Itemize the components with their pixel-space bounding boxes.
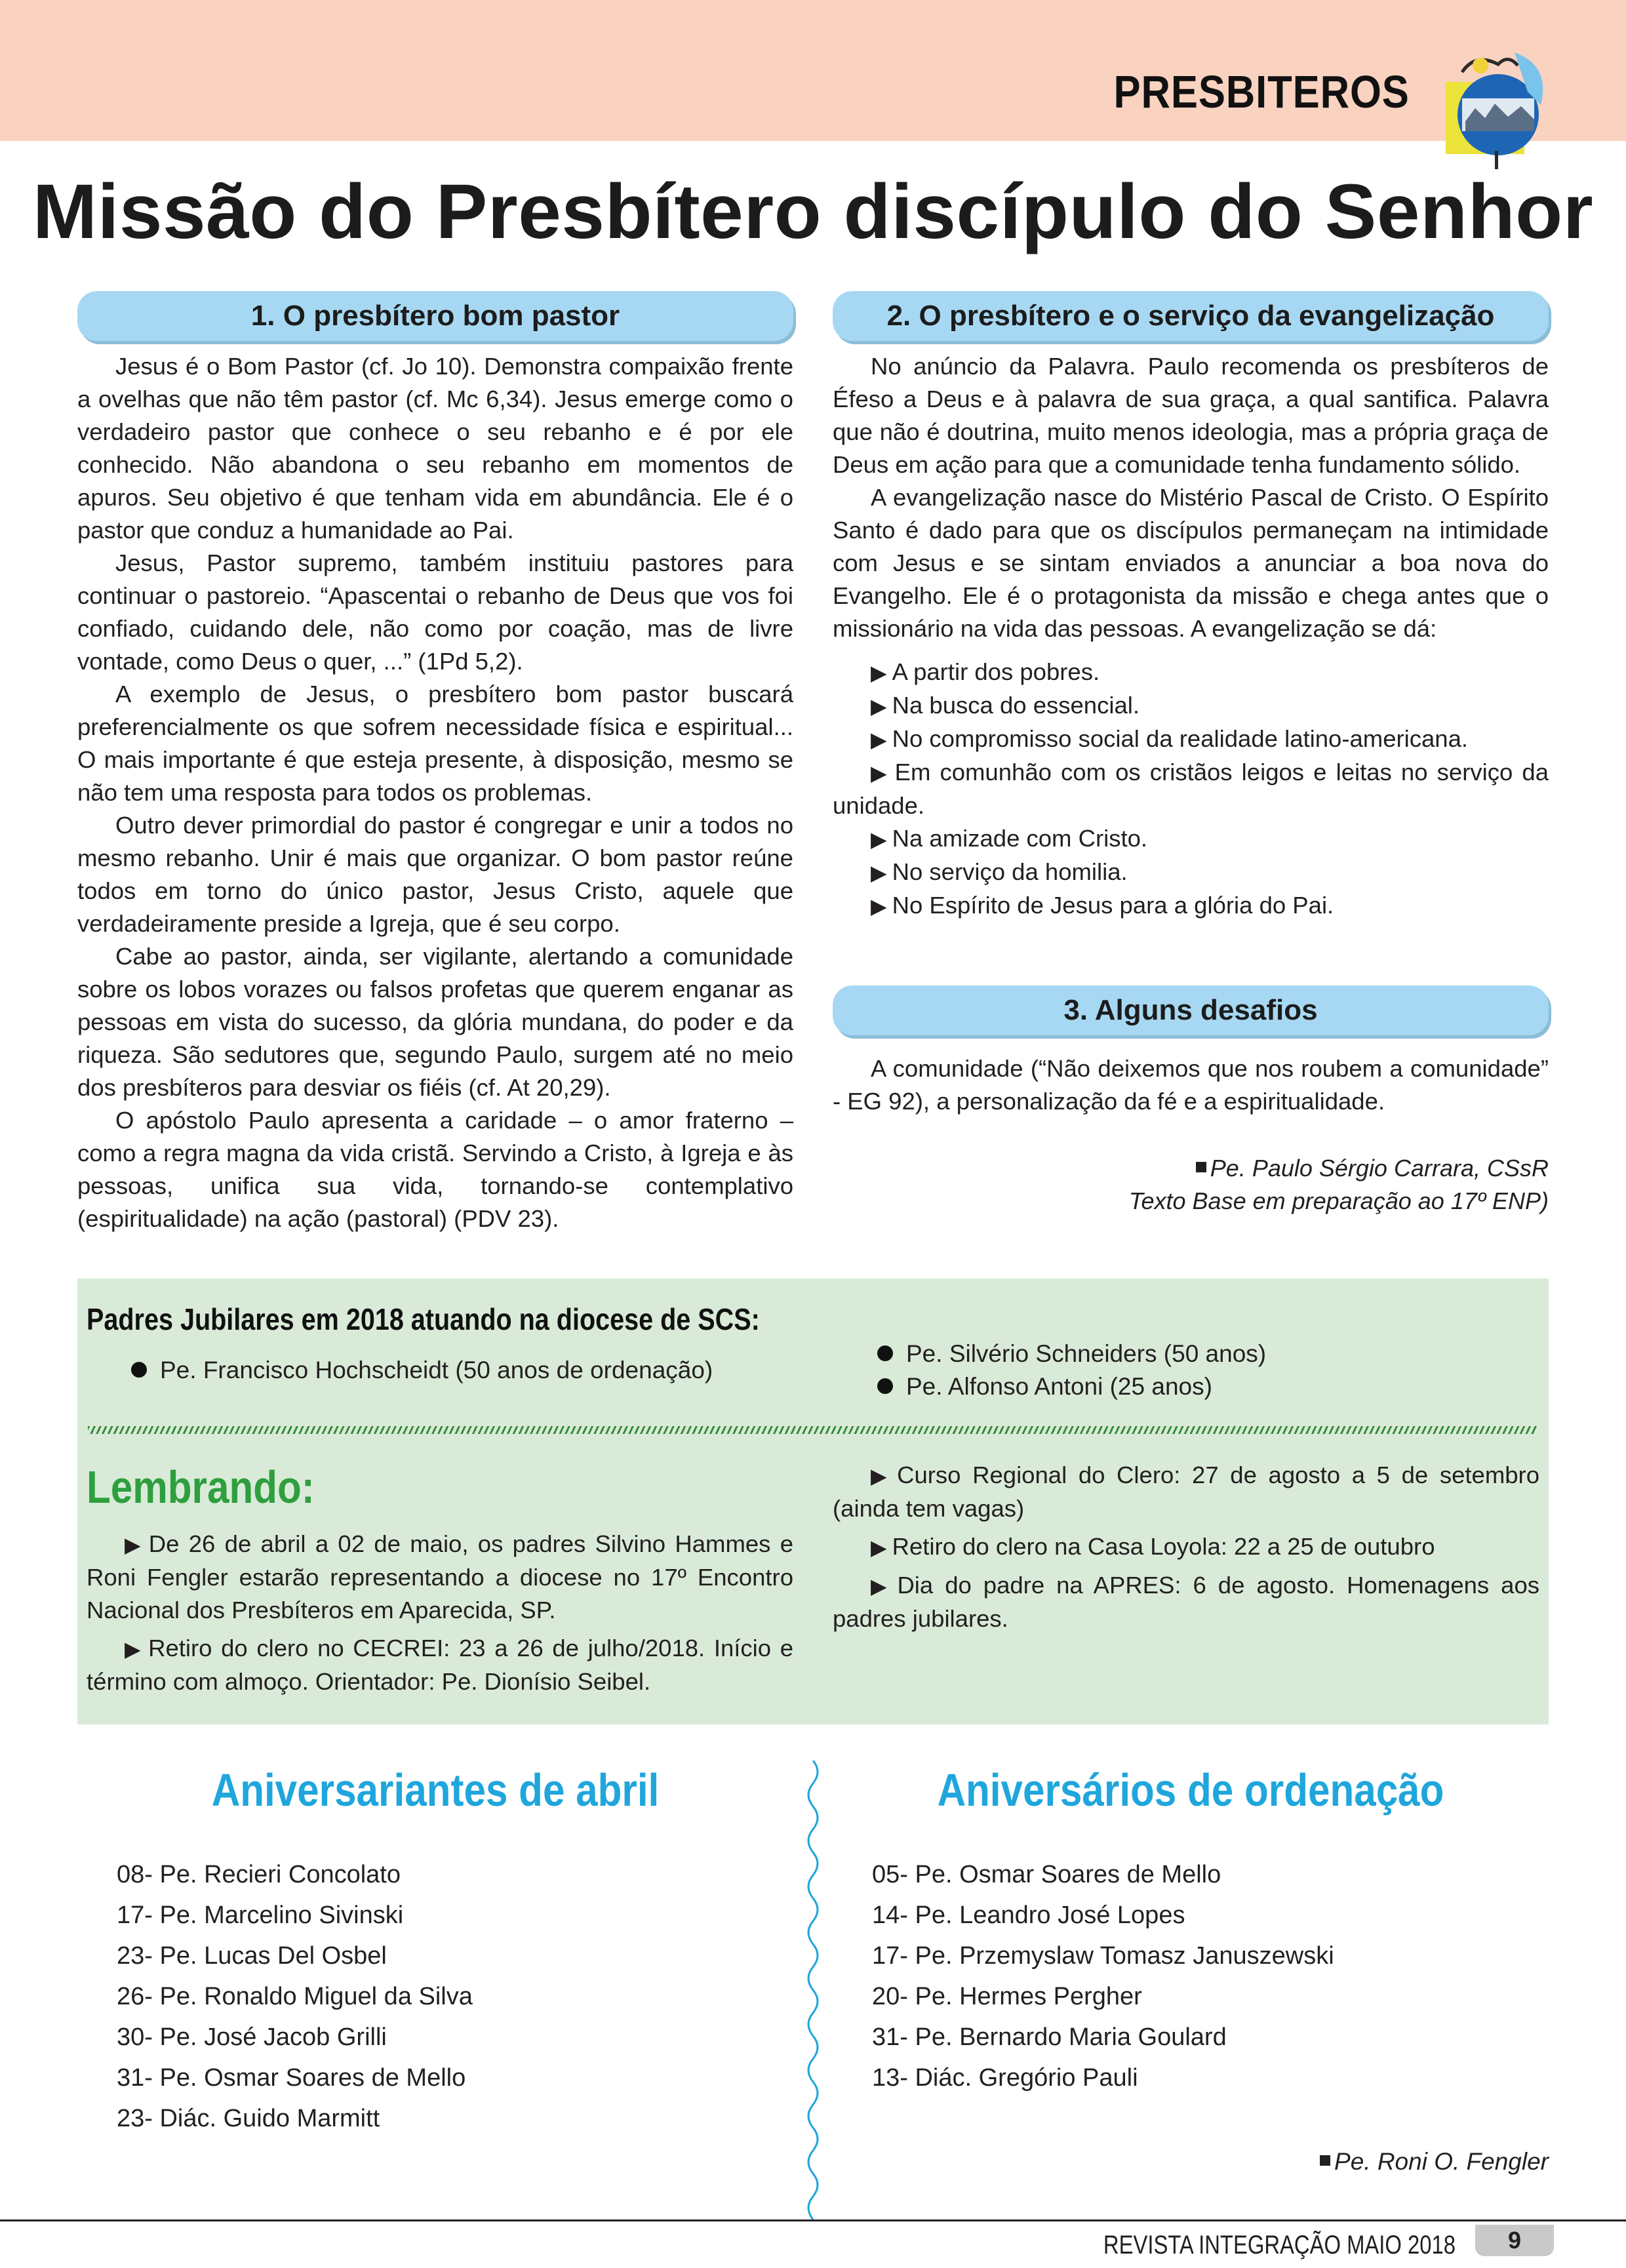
paragraph: A comunidade (“Não deixemos que nos roubem a comunidade” - EG 92), a personalização da fé e a espiritualidade. bbox=[833, 1055, 1549, 1115]
section-heading-desafios: 3. Alguns desafios bbox=[833, 985, 1549, 1035]
list-item: 26- Pe. Ronaldo Miguel da Silva bbox=[117, 1983, 473, 2010]
paragraph: No anúncio da Palavra. Paulo recomenda os presbíteros de Éfeso a Deus e à palavra de sua graça, a qual santifica. Palavra que não é doutrina, muito menos ideologia, mas a própria graça de Deus em ação para que a comunidade tenha fundamento sólido. bbox=[833, 353, 1549, 478]
list-item: 17- Pe. Przemyslaw Tomasz Januszewski bbox=[872, 1942, 1334, 1970]
author: Pe. Paulo Sérgio Carrara, CSsR bbox=[1210, 1155, 1549, 1182]
arrow-icon: ▶ bbox=[871, 1574, 892, 1598]
section-label: PRESBITEROS bbox=[1113, 66, 1410, 117]
list-item: ▶ No Espírito de Jesus para a glória do Pai. bbox=[871, 892, 1334, 919]
list-item: ▶ Curso Regional do Clero: 27 de agosto a 5 de setembro (ainda tem vagas) bbox=[833, 1462, 1539, 1522]
page-title: Missão do Presbítero discípulo do Senhor bbox=[32, 169, 1594, 255]
arrow-icon: ▶ bbox=[871, 728, 887, 751]
publication-name: REVISTA INTEGRAÇÃO MAIO 2018 bbox=[1103, 2231, 1456, 2259]
jubilares-title: Padres Jubilares em 2018 atuando na diocese de SCS: bbox=[87, 1302, 760, 1336]
article-signature bbox=[833, 1152, 1549, 1218]
paragraph: Cabe ao pastor, ainda, ser vigilante, alertando a comunidade sobre os lobos vorazes ou falsos profetas que querem enganar as pessoas em vista do sucesso, da glória mundana, do poder e da riqueza. São sedutores que, segundo Paulo, surgem até no meio dos presbíteros para desviar os fiéis (cf. At 20,29). bbox=[77, 943, 793, 1101]
list-item: 14- Pe. Leandro José Lopes bbox=[872, 1901, 1185, 1929]
list-item: ▶ No compromisso social da realidade latino-americana. bbox=[871, 725, 1469, 752]
hatched-divider bbox=[88, 1426, 1537, 1434]
list-item: Pe. Francisco Hochscheidt (50 anos de ordenação) bbox=[131, 1354, 713, 1387]
list-item: Pe. Alfonso Antoni (25 anos) bbox=[877, 1370, 1266, 1403]
arrow-icon: ▶ bbox=[871, 1464, 892, 1488]
list-item: 31- Pe. Bernardo Maria Goulard bbox=[872, 2023, 1227, 2051]
paragraph: O apóstolo Paulo apresenta a caridade – o amor fraterno – como a regra magna da vida cristã. Servindo a Cristo, à Igreja e às pessoas, unifica sua vida, tornando-se contemplativo (espiritualidade) na ação (pastoral) (PDV 23). bbox=[77, 1107, 793, 1232]
paragraph: Jesus é o Bom Pastor (cf. Jo 10). Demonstra compaixão frente a ovelhas que não têm pastor (cf. Mc 6,34). Jesus emerge como o verdadeiro pastor que conhece o seu rebanho e é por ele conhecido. Não abandona o seu rebanho em momentos de apuros. Seu objetivo é que tenham vida em abundância. Ele é o pastor que conduz a humanidade ao Pai. bbox=[77, 353, 793, 544]
paragraph: Jesus, Pastor supremo, também instituiu pastores para continuar o pastoreio. “Apascentai o rebanho de Deus que vos foi confiado, cuidando dele, não como por coação, mas de livre vontade, como Deus o quer, ...” (1Pd 5,2). bbox=[77, 549, 793, 675]
list-item: ▶ Retiro do clero na Casa Loyola: 22 a 25 de outubro bbox=[871, 1533, 1435, 1560]
arrow-icon: ▶ bbox=[871, 1536, 887, 1559]
arrow-icon: ▶ bbox=[871, 861, 887, 885]
lembrando-title: Lembrando: bbox=[87, 1462, 315, 1513]
evangelization-list bbox=[833, 656, 1549, 923]
lists-signature: Pe. Roni O. Fengler bbox=[833, 2148, 1549, 2176]
arrow-icon: ▶ bbox=[871, 694, 887, 718]
list-item: 05- Pe. Osmar Soares de Mello bbox=[872, 1861, 1221, 1888]
bullet-dot-icon bbox=[131, 1362, 147, 1378]
bullet-dot-icon bbox=[877, 1345, 893, 1361]
list-item: 13- Diác. Gregório Pauli bbox=[872, 2064, 1138, 2092]
arrow-icon: ▶ bbox=[871, 894, 887, 918]
lembrando-left bbox=[87, 1528, 793, 1703]
list-item: ▶ De 26 de abril a 02 de maio, os padres Silvino Hammes e Roni Fengler estarão representando a diocese no 17º Encontro Nacional dos Presbíteros em Aparecida, SP. bbox=[87, 1530, 794, 1623]
arrow-icon: ▶ bbox=[871, 661, 887, 685]
section-heading-bom-pastor: 1. O presbítero bom pastor bbox=[77, 291, 793, 341]
section-heading-evangelizacao: 2. O presbítero e o serviço da evangelização bbox=[833, 291, 1549, 341]
wavy-divider bbox=[800, 1761, 826, 2219]
list-item: ▶ Dia do padre na APRES: 6 de agosto. Homenagens aos padres jubilares. bbox=[833, 1572, 1540, 1632]
list-item: 08- Pe. Recieri Concolato bbox=[117, 1861, 401, 1888]
aniversariantes-title: Aniversariantes de abril bbox=[211, 1764, 660, 1816]
lembrando-right bbox=[833, 1459, 1539, 1641]
section2-body bbox=[833, 350, 1549, 923]
section1-body bbox=[77, 350, 793, 1235]
arrow-icon: ▶ bbox=[871, 827, 887, 851]
author-note: Texto Base em preparação ao 17º ENP) bbox=[1128, 1187, 1549, 1214]
square-bullet-icon bbox=[1320, 2155, 1330, 2166]
list-item: ▶ Na busca do essencial. bbox=[871, 692, 1140, 719]
section3-body bbox=[833, 1052, 1549, 1118]
list-item: ▶ Retiro do clero no CECREI: 23 a 26 de julho/2018. Início e término com almoço. Orientador: Pe. Dionísio Seibel. bbox=[87, 1635, 794, 1695]
list-item: ▶ Em comunhão com os cristãos leigos e leitas no serviço da unidade. bbox=[833, 759, 1549, 819]
list-item: 23- Pe. Lucas Del Osbel bbox=[117, 1942, 387, 1970]
list-item: 31- Pe. Osmar Soares de Mello bbox=[117, 2064, 466, 2092]
paragraph: Outro dever primordial do pastor é congregar e unir a todos no mesmo rebanho. Unir é mais que organizar. O bom pastor reúne todos em torno do único pastor, Jesus Cristo, aquele que verdadeiramente preside a Igreja, que é seu corpo. bbox=[77, 812, 793, 937]
list-item: ▶ No serviço da homilia. bbox=[871, 858, 1128, 885]
square-bullet-icon bbox=[1196, 1162, 1206, 1172]
arrow-icon: ▶ bbox=[125, 1533, 144, 1557]
jubilares-right-list bbox=[877, 1338, 1266, 1403]
list-item: ▶ Na amizade com Cristo. bbox=[871, 825, 1148, 852]
list-item: 20- Pe. Hermes Pergher bbox=[872, 1983, 1142, 2010]
ordenacao-title: Aniversários de ordenação bbox=[937, 1764, 1444, 1816]
list-item: ▶ A partir dos pobres. bbox=[871, 658, 1100, 685]
page-number: 9 bbox=[1475, 2225, 1554, 2256]
ordenacao-list bbox=[872, 1854, 1334, 2098]
footer-rule bbox=[0, 2219, 1626, 2221]
list-item: 17- Pe. Marcelino Sivinski bbox=[117, 1901, 404, 1929]
paragraph: A evangelização nasce do Mistério Pascal de Cristo. O Espírito Santo é dado para que os discípulos permaneçam na intimidade com Jesus e se sintam enviados a anunciar a boa nova do Evangelho. Ele é o protagonista da missão e chega antes que o missionário na vida das pessoas. A evangelização se dá: bbox=[833, 484, 1549, 642]
arrow-icon: ▶ bbox=[871, 761, 890, 785]
bullet-dot-icon bbox=[877, 1378, 893, 1394]
aniversariantes-list bbox=[117, 1854, 473, 2139]
list-item: 23- Diác. Guido Marmitt bbox=[117, 2105, 380, 2132]
list-item: 30- Pe. José Jacob Grilli bbox=[117, 2023, 387, 2051]
list-item: Pe. Silvério Schneiders (50 anos) bbox=[877, 1338, 1266, 1370]
jubilares-left-list bbox=[131, 1354, 713, 1387]
arrow-icon: ▶ bbox=[125, 1637, 144, 1661]
paragraph: A exemplo de Jesus, o presbítero bom pastor buscará preferencialmente os que sofrem necessidade física e espiritual... O mais importante é que esteja presente, à disposição, mesmo se não tem uma resposta para todos os problemas. bbox=[77, 681, 793, 806]
presbiteros-logo-icon bbox=[1436, 46, 1560, 170]
